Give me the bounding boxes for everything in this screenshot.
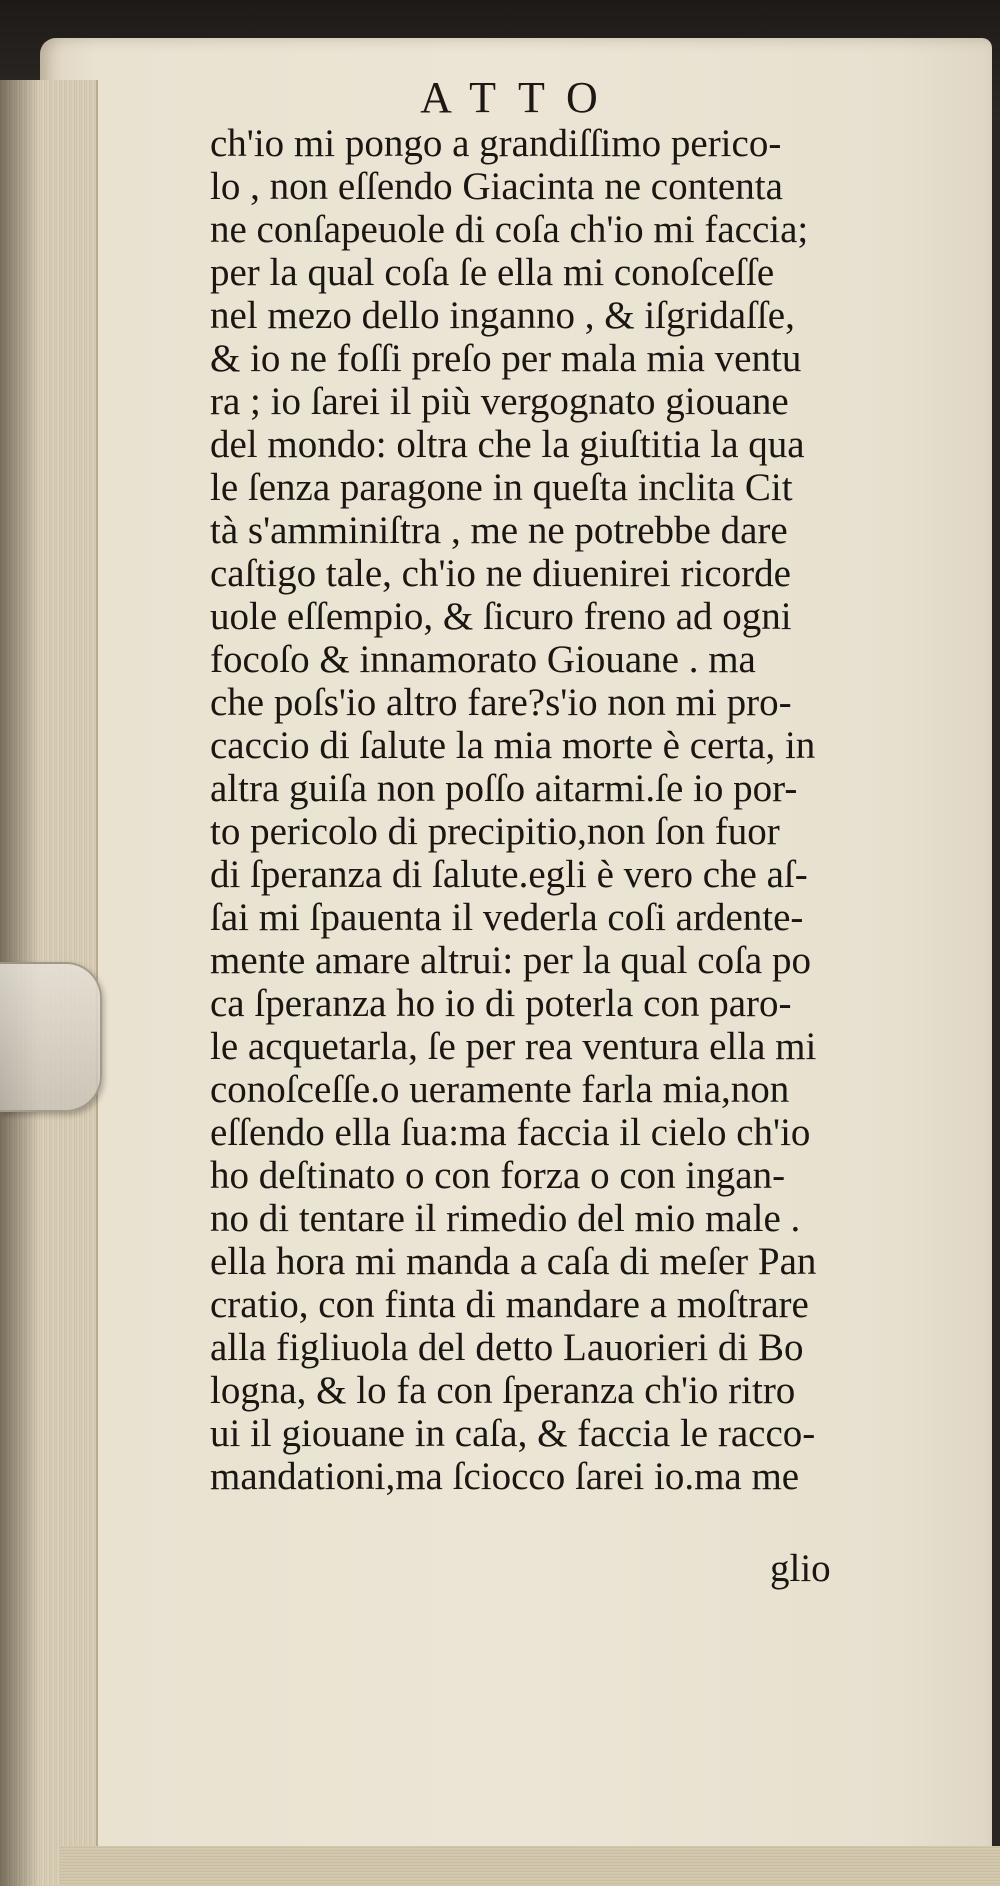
page-tab-marker — [0, 962, 102, 1112]
text-line: focoſo & innamorato Giouane . ma — [210, 638, 756, 681]
text-line: tà s'amminiſtra , me ne potrebbe dare — [210, 509, 788, 552]
text-line: ra ; io ſarei il più vergognato giouane — [210, 380, 789, 423]
text-line: uole eſſempio, & ſicuro freno ad ogni — [210, 595, 792, 638]
text-line: logna, & lo fa con ſperanza ch'io ritro — [210, 1369, 796, 1412]
text-line: caccio di ſalute la mia morte è certa, in — [210, 724, 816, 767]
text-line: per la qual coſa ſe ella mi conoſceſſe — [210, 251, 775, 294]
text-line: ho deſtinato o con forza o con ingan- — [210, 1154, 786, 1197]
text-line: alla figliuola del detto Lauorieri di Bo — [210, 1326, 804, 1369]
text-line: to pericolo di precipitio,non ſon fuor — [210, 810, 780, 853]
body-text — [210, 122, 930, 1498]
text-line: ca ſperanza ho io di poterla con paro- — [210, 982, 792, 1025]
catchword: glio — [770, 1547, 831, 1590]
text-line: conoſceſſe.o ueramente farla mia,non — [210, 1068, 790, 1111]
text-line: mandationi,ma ſciocco ſarei io.ma me — [210, 1455, 800, 1498]
text-line: del mondo: oltra che la giuſtitia la qua — [210, 423, 805, 466]
text-line: nel mezo dello inganno , & iſgridaſſe, — [210, 294, 795, 337]
text-line: le ſenza paragone in queſta inclita Cit — [210, 466, 793, 509]
text-line: eſſendo ella ſua:ma faccia il cielo ch'io — [210, 1111, 811, 1154]
text-line: le acquetarla, ſe per rea ventura ella mi — [210, 1025, 817, 1068]
text-line: & io ne foſſi preſo per mala mia ventu — [210, 337, 802, 380]
text-line: cratio, con finta di mandare a moſtrare — [210, 1283, 809, 1326]
text-line: mente amare altrui: per la qual coſa po — [210, 939, 811, 982]
text-line: ch'io mi pongo a grandiſſimo perico- — [210, 122, 782, 165]
text-line: no di tentare il rimedio del mio male . — [210, 1197, 801, 1240]
bottom-page-edges — [60, 1846, 1000, 1886]
text-line: ui il giouane in caſa, & faccia le racco- — [210, 1412, 816, 1455]
text-line: altra guiſa non poſſo aitarmi.ſe io por- — [210, 767, 798, 810]
text-line: ella hora mi manda a caſa di meſer Pan — [210, 1240, 817, 1283]
running-header: ATTO — [420, 73, 620, 122]
text-line: ſai mi ſpauenta il vederla coſi ardente- — [210, 896, 804, 939]
text-line: che poſs'io altro fare?s'io non mi pro- — [210, 681, 792, 724]
text-line: lo , non eſſendo Giacinta ne contenta — [210, 165, 783, 208]
text-line: ne conſapeuole di coſa ch'io mi faccia; — [210, 208, 809, 251]
text-line: caſtigo tale, ch'io ne diuenirei ricorde — [210, 552, 791, 595]
text-line: di ſperanza di ſalute.egli è vero che aſ- — [210, 853, 808, 896]
